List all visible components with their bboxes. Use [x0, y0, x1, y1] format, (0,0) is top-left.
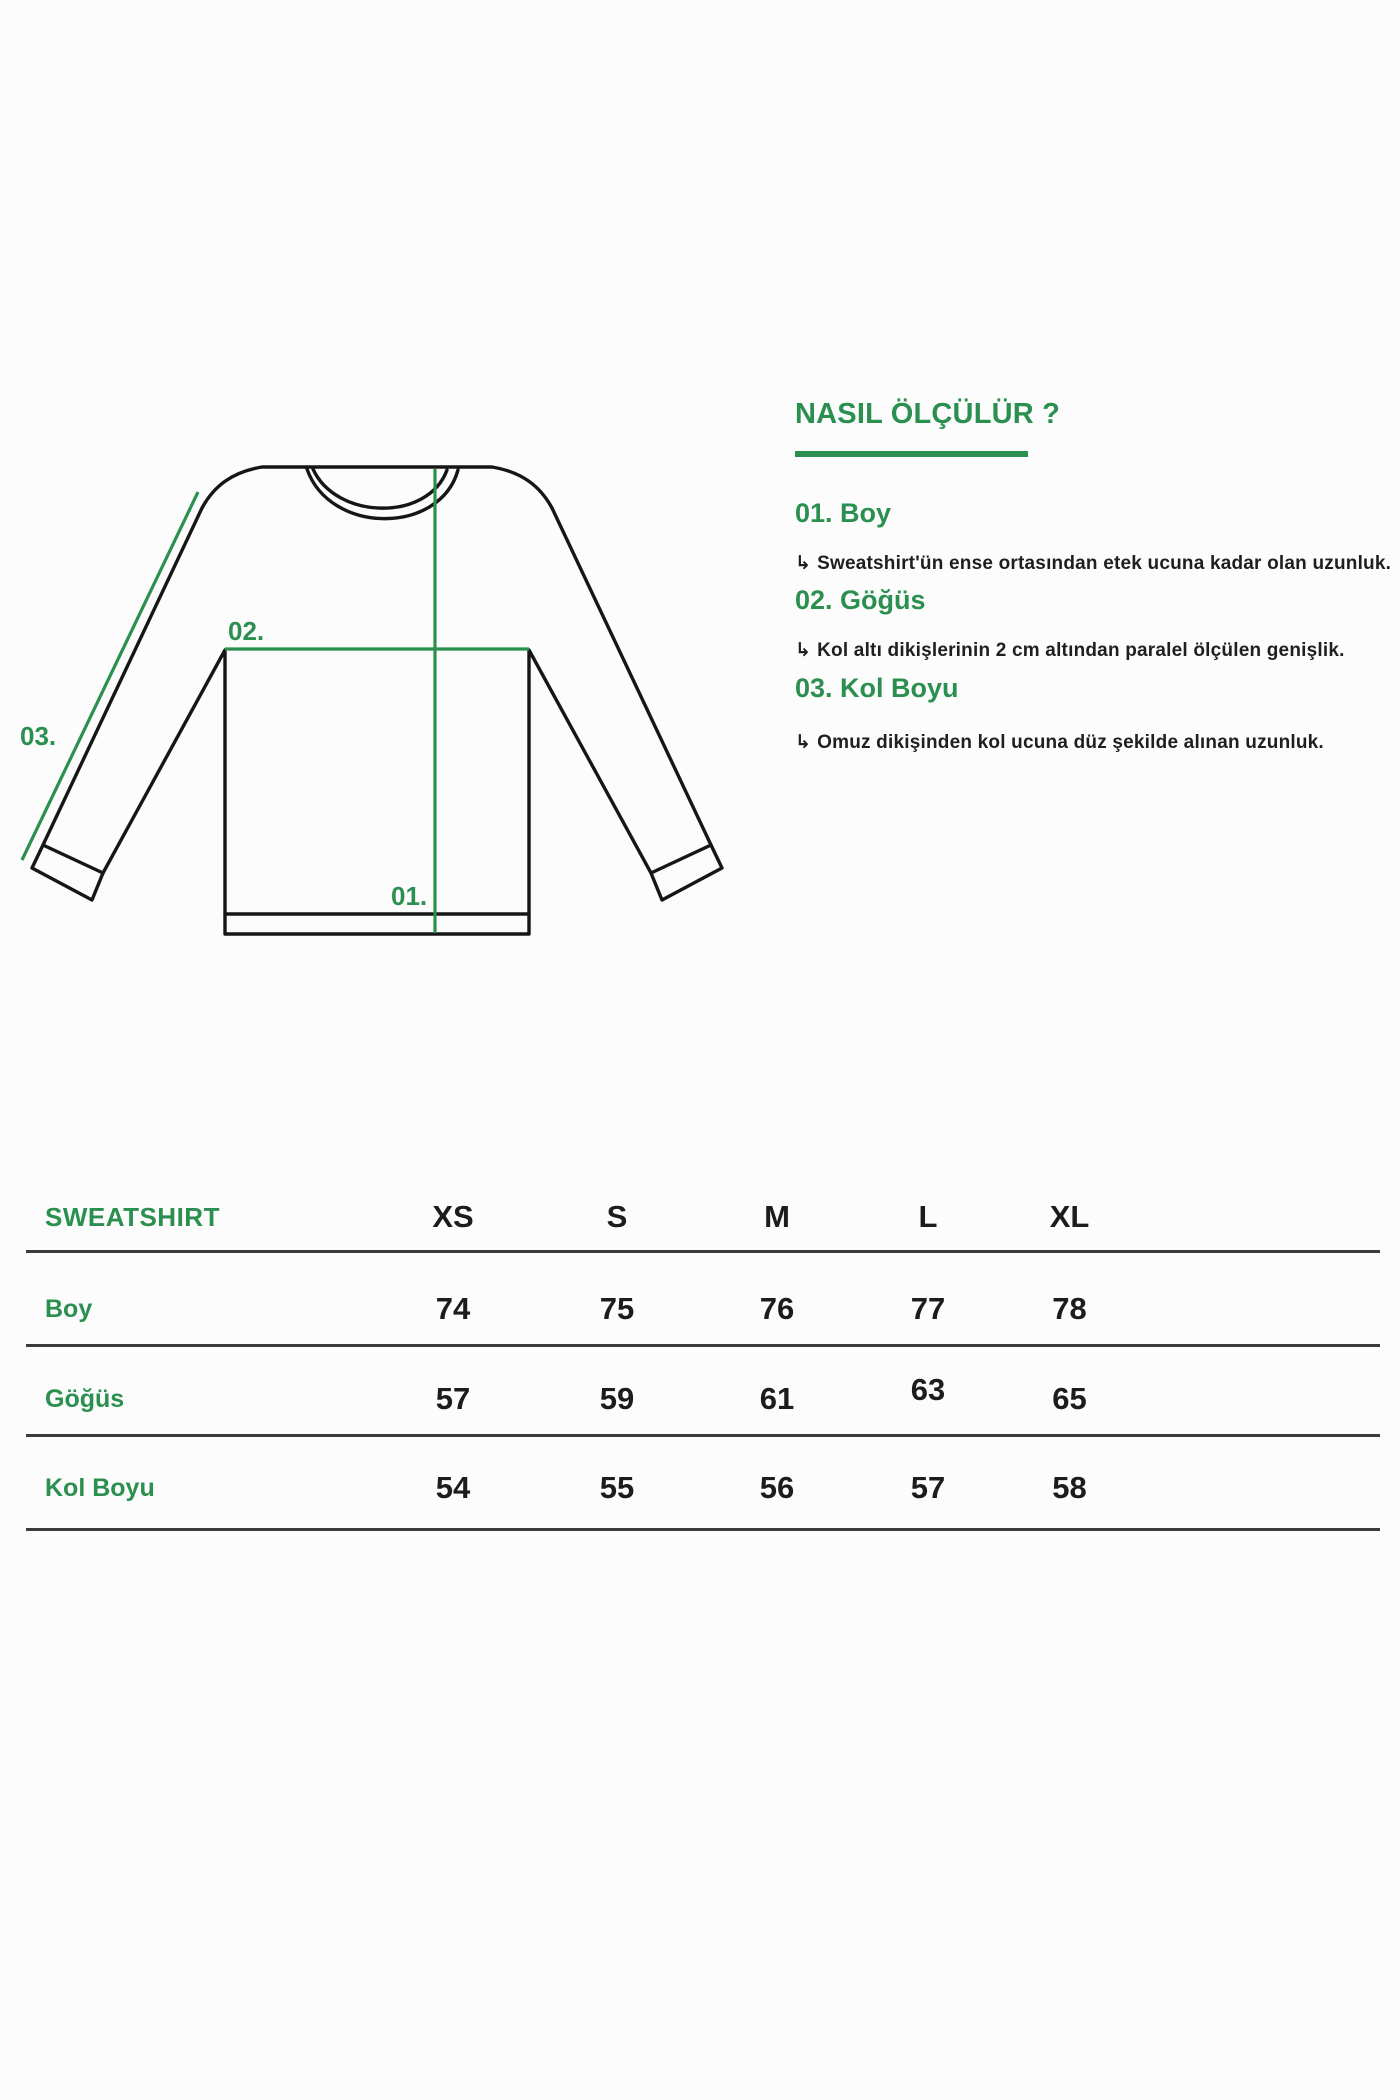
return-arrow-icon: ↳ [795, 640, 812, 661]
table-row-kol-boyu [0, 1471, 1400, 1505]
boy-m: 76 [759, 1291, 795, 1326]
measure-desc-boy [795, 552, 1391, 575]
return-arrow-icon: ↳ [795, 553, 812, 574]
kol-boyu-xs: 54 [435, 1470, 471, 1505]
boy-xs: 74 [435, 1291, 471, 1326]
gogus-s: 59 [599, 1381, 635, 1416]
table-divider [26, 1528, 1380, 1531]
gogus-xs: 57 [435, 1381, 471, 1416]
measure-desc-gogus-text: Kol altı dikişlerinin 2 cm altından paralel ölçülen genişlik. [817, 640, 1345, 661]
measure-heading-gogus: 02. Göğüs [795, 585, 926, 615]
size-header-xs: XS [432, 1199, 474, 1234]
row-label-gogus: Göğüs [45, 1385, 125, 1413]
chest-measure-label: 02. [228, 616, 265, 646]
gogus-l-value: 63 [910, 1372, 946, 1407]
measure-desc-gogus [795, 639, 1345, 662]
row-label-kol-boyu: Kol Boyu [45, 1474, 155, 1502]
size-header-xl: XL [1049, 1199, 1090, 1234]
measure-heading-kol-boyu: 03. Kol Boyu [795, 673, 959, 703]
size-header-m: M [764, 1199, 790, 1234]
size-header-l: L [918, 1199, 938, 1234]
gogus-l [855, 1372, 1001, 1416]
right-cuff-seam [651, 845, 711, 873]
page-title: NASIL ÖLÇÜLÜR ? [795, 398, 1061, 430]
size-table-title: SWEATSHIRT [45, 1202, 220, 1232]
title-underline [795, 451, 1028, 457]
table-divider [26, 1344, 1380, 1347]
row-label-boy: Boy [45, 1295, 93, 1323]
table-divider [26, 1434, 1380, 1437]
boy-xl: 78 [1052, 1291, 1087, 1326]
sweatshirt-diagram [0, 0, 760, 980]
return-arrow-icon: ↳ [795, 732, 812, 753]
sweatshirt-outline [32, 467, 722, 934]
gogus-m: 61 [759, 1381, 795, 1416]
kol-boyu-l: 57 [910, 1470, 946, 1505]
boy-s: 75 [599, 1291, 635, 1326]
kol-boyu-m: 56 [759, 1470, 795, 1505]
measure-desc-boy-text: Sweatshirt'ün ense ortasından etek ucuna kadar olan uzunluk. [817, 553, 1392, 574]
gogus-xl: 65 [1052, 1381, 1087, 1416]
boy-l: 77 [910, 1291, 946, 1326]
measure-desc-kol-boyu [795, 731, 1324, 754]
measure-desc-kol-boyu-text: Omuz dikişinden kol ucuna düz şekilde alınan uzunluk. [817, 732, 1324, 753]
sleeve-measure-label: 03. [20, 721, 57, 751]
measure-heading-boy: 01. Boy [795, 498, 892, 528]
length-measure-label: 01. [391, 881, 428, 911]
kol-boyu-s: 55 [599, 1470, 635, 1505]
table-row-boy [0, 1292, 1400, 1326]
size-table-header-row [0, 1200, 1400, 1234]
table-row-gogus [0, 1372, 1400, 1416]
left-cuff-seam [43, 845, 103, 873]
size-header-s: S [606, 1199, 628, 1234]
kol-boyu-xl: 58 [1052, 1470, 1087, 1505]
table-divider [26, 1250, 1380, 1253]
measure-line-sleeve [22, 492, 198, 860]
